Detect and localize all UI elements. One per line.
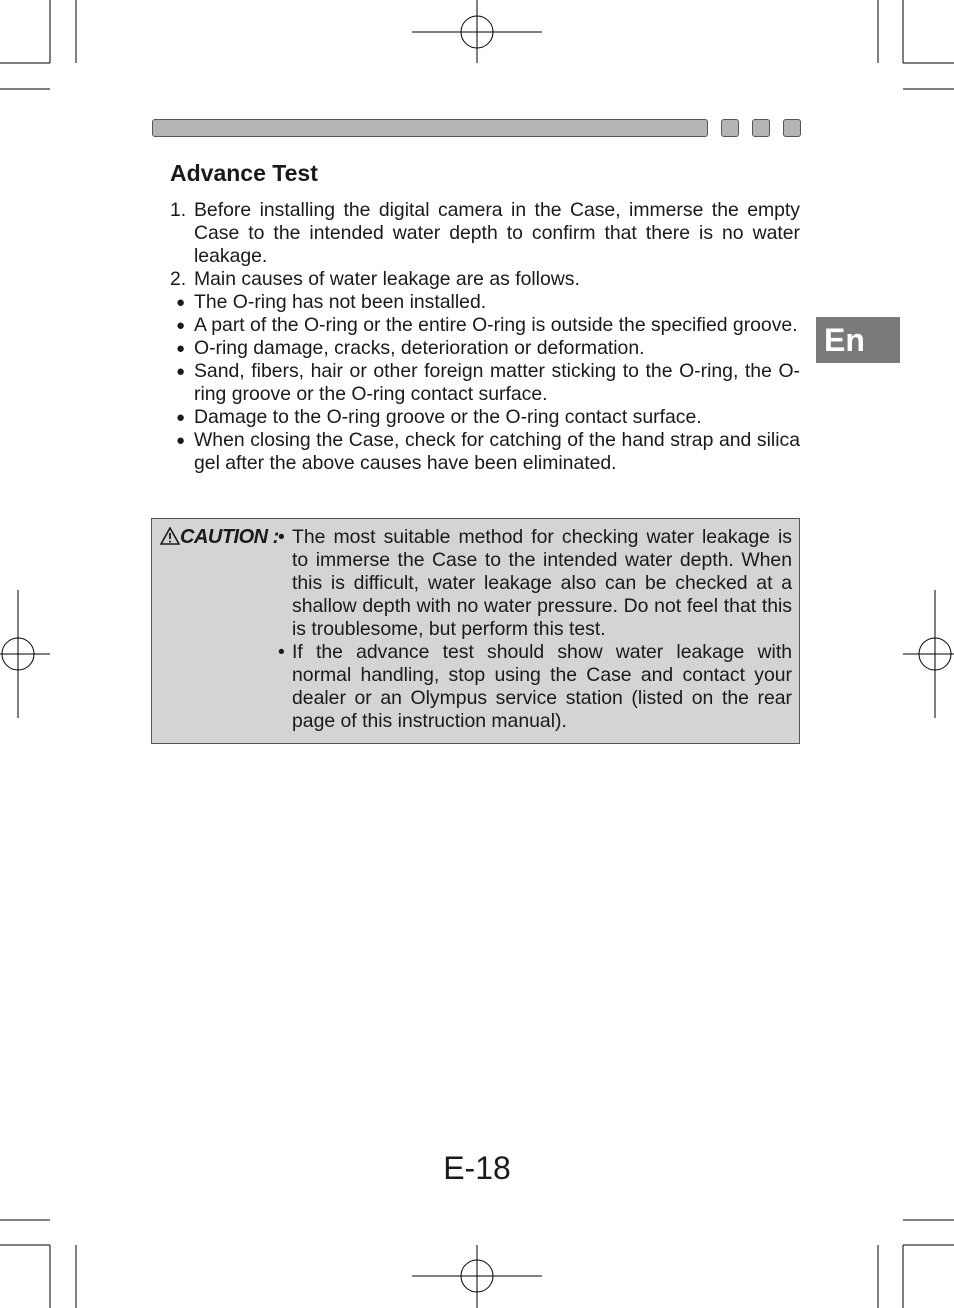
caution-item (278, 526, 792, 641)
step-text: Before installing the digital camera in the Case, immerse the empty Case to the intended water depth to confirm that there is no water leakage. (194, 199, 800, 267)
advance-test-body (170, 199, 800, 475)
cause-text: Sand, fibers, hair or other foreign matter sticking to the O-ring, the O-ring groove or the O-ring contact surface. (194, 360, 800, 405)
bullet-icon: ● (176, 317, 186, 334)
caution-box (151, 518, 800, 744)
cause-text: When closing the Case, check for catching of the hand strap and silica gel after the above causes have been eliminated. (194, 429, 800, 474)
cause-item (170, 406, 800, 429)
step-item (170, 268, 800, 291)
caution-text: CAUTION : (180, 526, 279, 548)
cause-item (170, 337, 800, 360)
page-number: E-18 (443, 1150, 511, 1186)
step-number: 1. (170, 199, 187, 221)
cause-item (170, 291, 800, 314)
cause-text: A part of the O-ring or the entire O-ring is outside the specified groove. (194, 314, 798, 336)
bullet-icon: ● (176, 432, 186, 449)
cause-item (170, 360, 800, 406)
caution-list (278, 526, 792, 733)
bullet-icon: ● (176, 294, 186, 311)
header-bar (152, 119, 708, 137)
step-item (170, 199, 800, 268)
caution-label (160, 526, 279, 549)
cause-item (170, 314, 800, 337)
caution-item-text: If the advance test should show water leakage with normal handling, stop using the Case and contact your dealer or an Olympus service station (listed on the rear page of this instruction manual). (292, 641, 792, 732)
caution-item-text: The most suitable method for checking water leakage is to immerse the Case to the intended water depth. When this is difficult, water leakage also can be checked at a shallow depth with no water pressure. Do not feel that this is troublesome, but perform this test. (292, 526, 792, 640)
header-square (783, 119, 801, 137)
bullet-icon: • (278, 526, 285, 548)
header-square (721, 119, 739, 137)
bullet-icon: • (278, 641, 285, 663)
bullet-icon: ● (176, 340, 186, 357)
caution-item (278, 641, 792, 733)
header-square (752, 119, 770, 137)
cause-text: The O-ring has not been installed. (194, 291, 487, 313)
cause-text: O-ring damage, cracks, deterioration or deformation. (194, 337, 645, 359)
step-text: Main causes of water leakage are as follows. (194, 268, 580, 290)
bullet-icon: ● (176, 409, 186, 426)
step-number: 2. (170, 268, 187, 290)
section-title: Advance Test (170, 160, 318, 186)
cause-item (170, 429, 800, 475)
cause-text: Damage to the O-ring groove or the O-ring contact surface. (194, 406, 702, 428)
language-tab: En (816, 317, 900, 363)
bullet-icon: ● (176, 363, 186, 380)
warning-triangle-icon (160, 527, 180, 545)
